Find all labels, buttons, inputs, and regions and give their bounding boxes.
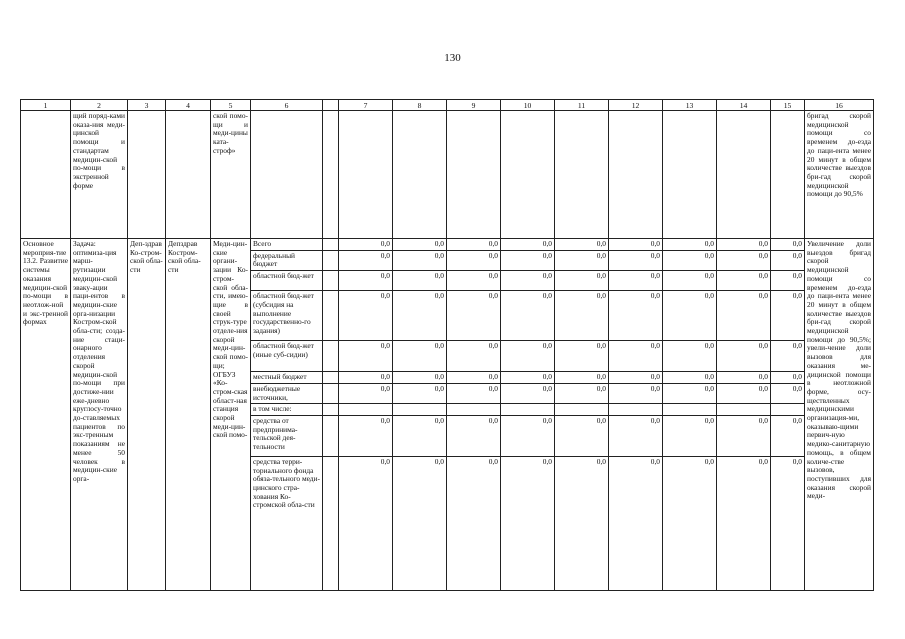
funding-source-label: областной бюд-жет (субсидия на выполнение государственно-го задания) bbox=[251, 291, 323, 341]
funding-value: 0,0 bbox=[771, 291, 805, 341]
funding-source-label: областной бюд-жет (иные суб-сидии) bbox=[251, 341, 323, 372]
continuation-value bbox=[609, 111, 663, 239]
funding-value: 0,0 bbox=[555, 341, 609, 372]
blank-cell bbox=[323, 404, 339, 416]
funding-value: 0,0 bbox=[393, 239, 447, 251]
funding-value: 0,0 bbox=[447, 271, 501, 291]
funding-source-label: федеральный бюджет bbox=[251, 250, 323, 270]
header-cell: 6 bbox=[251, 100, 323, 111]
funding-source-label: средства от предпринима-тельской дея-тельности bbox=[251, 415, 323, 456]
funding-value: 0,0 bbox=[609, 291, 663, 341]
header-cell: 1 bbox=[21, 100, 71, 111]
funding-value: 0,0 bbox=[447, 239, 501, 251]
funding-value: 0,0 bbox=[339, 271, 393, 291]
header-cell: 7 bbox=[339, 100, 393, 111]
funding-value: 0,0 bbox=[717, 239, 771, 251]
funding-value: 0,0 bbox=[555, 291, 609, 341]
funding-value: 0,0 bbox=[339, 341, 393, 372]
header-cell: 8 bbox=[393, 100, 447, 111]
funding-value: 0,0 bbox=[447, 291, 501, 341]
continuation-value bbox=[393, 111, 447, 239]
header-cell: 3 bbox=[128, 100, 166, 111]
continuation-col2: щий поряд-ками оказа-ния меди-цинской помощи и стандартам медицин-ской по-мощи в экстренной форме bbox=[71, 111, 128, 239]
continuation-value bbox=[339, 111, 393, 239]
header-cell: 9 bbox=[447, 100, 501, 111]
funding-value: 0,0 bbox=[393, 383, 447, 403]
measure-task: Задача: оптимиза-ция марш-рутизации медицин-ской эваку-ации паци-ентов в медицин-ские орга-низации Костром-ской обла-сти; созда-ние стаци-онарного отделения скорой медицин-ской по-мощи при достиже-нии еже-дневно круглосу-точно до-ставляемых пациентов по экс-тренным показаниям не менее 50 человек в медицин-ские орга- bbox=[71, 239, 128, 591]
funding-value bbox=[771, 404, 805, 416]
header-blank-cell bbox=[323, 100, 339, 111]
funding-value: 0,0 bbox=[339, 291, 393, 341]
funding-value: 0,0 bbox=[555, 239, 609, 251]
funding-value bbox=[717, 404, 771, 416]
blank-cell bbox=[323, 456, 339, 590]
measure-coexecutor: Депздрав Костром-ской обла-сти bbox=[166, 239, 211, 591]
continuation-value bbox=[555, 111, 609, 239]
funding-value: 0,0 bbox=[393, 456, 447, 590]
funding-value: 0,0 bbox=[393, 372, 447, 384]
funding-value: 0,0 bbox=[717, 250, 771, 270]
funding-value: 0,0 bbox=[339, 250, 393, 270]
funding-value: 0,0 bbox=[393, 341, 447, 372]
funding-value: 0,0 bbox=[663, 291, 717, 341]
funding-value: 0,0 bbox=[501, 372, 555, 384]
continuation-col3 bbox=[128, 111, 166, 239]
funding-value: 0,0 bbox=[771, 383, 805, 403]
continuation-col1 bbox=[21, 111, 71, 239]
funding-value: 0,0 bbox=[447, 383, 501, 403]
funding-value: 0,0 bbox=[555, 383, 609, 403]
funding-value bbox=[501, 404, 555, 416]
funding-value: 0,0 bbox=[447, 456, 501, 590]
header-cell: 12 bbox=[609, 100, 663, 111]
funding-value: 0,0 bbox=[771, 271, 805, 291]
funding-source-label: местный бюджет bbox=[251, 372, 323, 384]
funding-value: 0,0 bbox=[339, 372, 393, 384]
blank-cell bbox=[323, 271, 339, 291]
header-cell: 13 bbox=[663, 100, 717, 111]
funding-value: 0,0 bbox=[663, 383, 717, 403]
funding-value: 0,0 bbox=[393, 271, 447, 291]
funding-source-label: внебюджетные источники, bbox=[251, 383, 323, 403]
funding-value bbox=[555, 404, 609, 416]
continuation-value bbox=[501, 111, 555, 239]
funding-value: 0,0 bbox=[501, 291, 555, 341]
header-cell: 10 bbox=[501, 100, 555, 111]
funding-value: 0,0 bbox=[555, 372, 609, 384]
funding-value bbox=[393, 404, 447, 416]
blank-cell bbox=[323, 383, 339, 403]
funding-source-label: средства терри-ториального фонда обяза-тельного меди-цинского стра-хования Ко-стромской обла-сти bbox=[251, 456, 323, 590]
funding-value: 0,0 bbox=[393, 415, 447, 456]
funding-value: 0,0 bbox=[447, 415, 501, 456]
header-cell: 11 bbox=[555, 100, 609, 111]
funding-value: 0,0 bbox=[609, 341, 663, 372]
funding-value: 0,0 bbox=[555, 250, 609, 270]
blank-cell bbox=[323, 291, 339, 341]
funding-source-label: Всего bbox=[251, 239, 323, 251]
funding-value: 0,0 bbox=[663, 341, 717, 372]
measure-name: Основное мероприя-тие 13.2. Развитие системы оказания медицин-ской по-мощи в неотлож-ной и экс-тренной формах bbox=[21, 239, 71, 591]
funding-value: 0,0 bbox=[609, 271, 663, 291]
funding-value: 0,0 bbox=[339, 383, 393, 403]
blank-cell bbox=[323, 372, 339, 384]
funding-source-label: в том числе: bbox=[251, 404, 323, 416]
funding-value: 0,0 bbox=[771, 372, 805, 384]
blank-cell bbox=[323, 250, 339, 270]
funding-value: 0,0 bbox=[663, 250, 717, 270]
funding-value bbox=[609, 404, 663, 416]
funding-value: 0,0 bbox=[555, 415, 609, 456]
header-cell: 16 bbox=[805, 100, 874, 111]
funding-value: 0,0 bbox=[393, 291, 447, 341]
funding-value: 0,0 bbox=[501, 271, 555, 291]
funding-value: 0,0 bbox=[501, 250, 555, 270]
continuation-value bbox=[447, 111, 501, 239]
funding-value: 0,0 bbox=[447, 250, 501, 270]
funding-value bbox=[339, 404, 393, 416]
continuation-value bbox=[663, 111, 717, 239]
program-table bbox=[20, 99, 874, 591]
funding-value: 0,0 bbox=[663, 415, 717, 456]
funding-value: 0,0 bbox=[609, 239, 663, 251]
blank-cell bbox=[323, 415, 339, 456]
continuation-row bbox=[21, 111, 874, 239]
funding-value: 0,0 bbox=[663, 456, 717, 590]
funding-value: 0,0 bbox=[339, 415, 393, 456]
funding-value: 0,0 bbox=[771, 250, 805, 270]
funding-value: 0,0 bbox=[339, 239, 393, 251]
funding-value: 0,0 bbox=[771, 341, 805, 372]
funding-value bbox=[663, 404, 717, 416]
continuation-col4 bbox=[166, 111, 211, 239]
header-cell: 5 bbox=[211, 100, 251, 111]
funding-value: 0,0 bbox=[609, 456, 663, 590]
funding-value: 0,0 bbox=[501, 383, 555, 403]
funding-value: 0,0 bbox=[663, 271, 717, 291]
funding-value: 0,0 bbox=[339, 456, 393, 590]
funding-value: 0,0 bbox=[771, 239, 805, 251]
funding-value: 0,0 bbox=[501, 456, 555, 590]
measure-result: Увеличение доли выездов бригад скорой медицинской помощи со временем до-езда до паци-ента менее 20 минут в общем количестве выездов бри-гад скорой медицинской помощи до 90,5%; увели-чение доли вызовов для оказания ме-дицинской помощи в неотложной форме, осу-ществленных медицинскими организация-ми, оказываю-щими первич-ную медико-санитарную помощь, в общем количе-стве вызовов, поступивших для оказания скорой меди- bbox=[805, 239, 874, 591]
funding-value: 0,0 bbox=[609, 250, 663, 270]
funding-value: 0,0 bbox=[447, 341, 501, 372]
funding-value: 0,0 bbox=[555, 456, 609, 590]
header-row bbox=[21, 100, 874, 111]
header-cell: 4 bbox=[166, 100, 211, 111]
continuation-col7 bbox=[323, 111, 339, 239]
funding-value: 0,0 bbox=[717, 456, 771, 590]
funding-value: 0,0 bbox=[771, 415, 805, 456]
funding-value: 0,0 bbox=[501, 341, 555, 372]
header-cell: 14 bbox=[717, 100, 771, 111]
funding-value: 0,0 bbox=[717, 341, 771, 372]
funding-value: 0,0 bbox=[717, 372, 771, 384]
funding-value: 0,0 bbox=[555, 271, 609, 291]
funding-value: 0,0 bbox=[717, 415, 771, 456]
funding-value: 0,0 bbox=[501, 415, 555, 456]
funding-value: 0,0 bbox=[609, 415, 663, 456]
funding-value bbox=[447, 404, 501, 416]
blank-cell bbox=[323, 341, 339, 372]
page-number: 130 bbox=[444, 52, 461, 64]
continuation-col6 bbox=[251, 111, 323, 239]
funding-source-label: областной бюд-жет bbox=[251, 271, 323, 291]
continuation-col16: бригад скорой медицинской помощи со временем до-езда до паци-ента менее 20 минут в общем количестве выездов бри-гад скорой медицинской помощи до 90,5% bbox=[805, 111, 874, 239]
funding-value: 0,0 bbox=[609, 372, 663, 384]
funding-value: 0,0 bbox=[501, 239, 555, 251]
header-cell: 15 bbox=[771, 100, 805, 111]
header-cell: 2 bbox=[71, 100, 128, 111]
continuation-value bbox=[717, 111, 771, 239]
continuation-value bbox=[771, 111, 805, 239]
funding-value: 0,0 bbox=[447, 372, 501, 384]
funding-value: 0,0 bbox=[771, 456, 805, 590]
funding-value: 0,0 bbox=[663, 372, 717, 384]
funding-value: 0,0 bbox=[717, 291, 771, 341]
continuation-col5: ской помо-щи и меди-цины ката-строф» bbox=[211, 111, 251, 239]
blank-cell bbox=[323, 239, 339, 251]
source-row bbox=[21, 239, 874, 251]
measure-responsible: Деп-здрав Ко-стром-ской обла-сти bbox=[128, 239, 166, 591]
funding-value: 0,0 bbox=[663, 239, 717, 251]
funding-value: 0,0 bbox=[717, 383, 771, 403]
funding-value: 0,0 bbox=[717, 271, 771, 291]
funding-value: 0,0 bbox=[609, 383, 663, 403]
measure-participants: Меди-цин-ские органи-зации Ко-стром-ской обла-сти, имею-щие в своей струк-туре отделе-ния скорой меди-цин-ской помо-щи; ОГБУЗ «Ко-стром-ская област-ная станция скорой меди-цин-ской помо- bbox=[211, 239, 251, 591]
funding-value: 0,0 bbox=[393, 250, 447, 270]
